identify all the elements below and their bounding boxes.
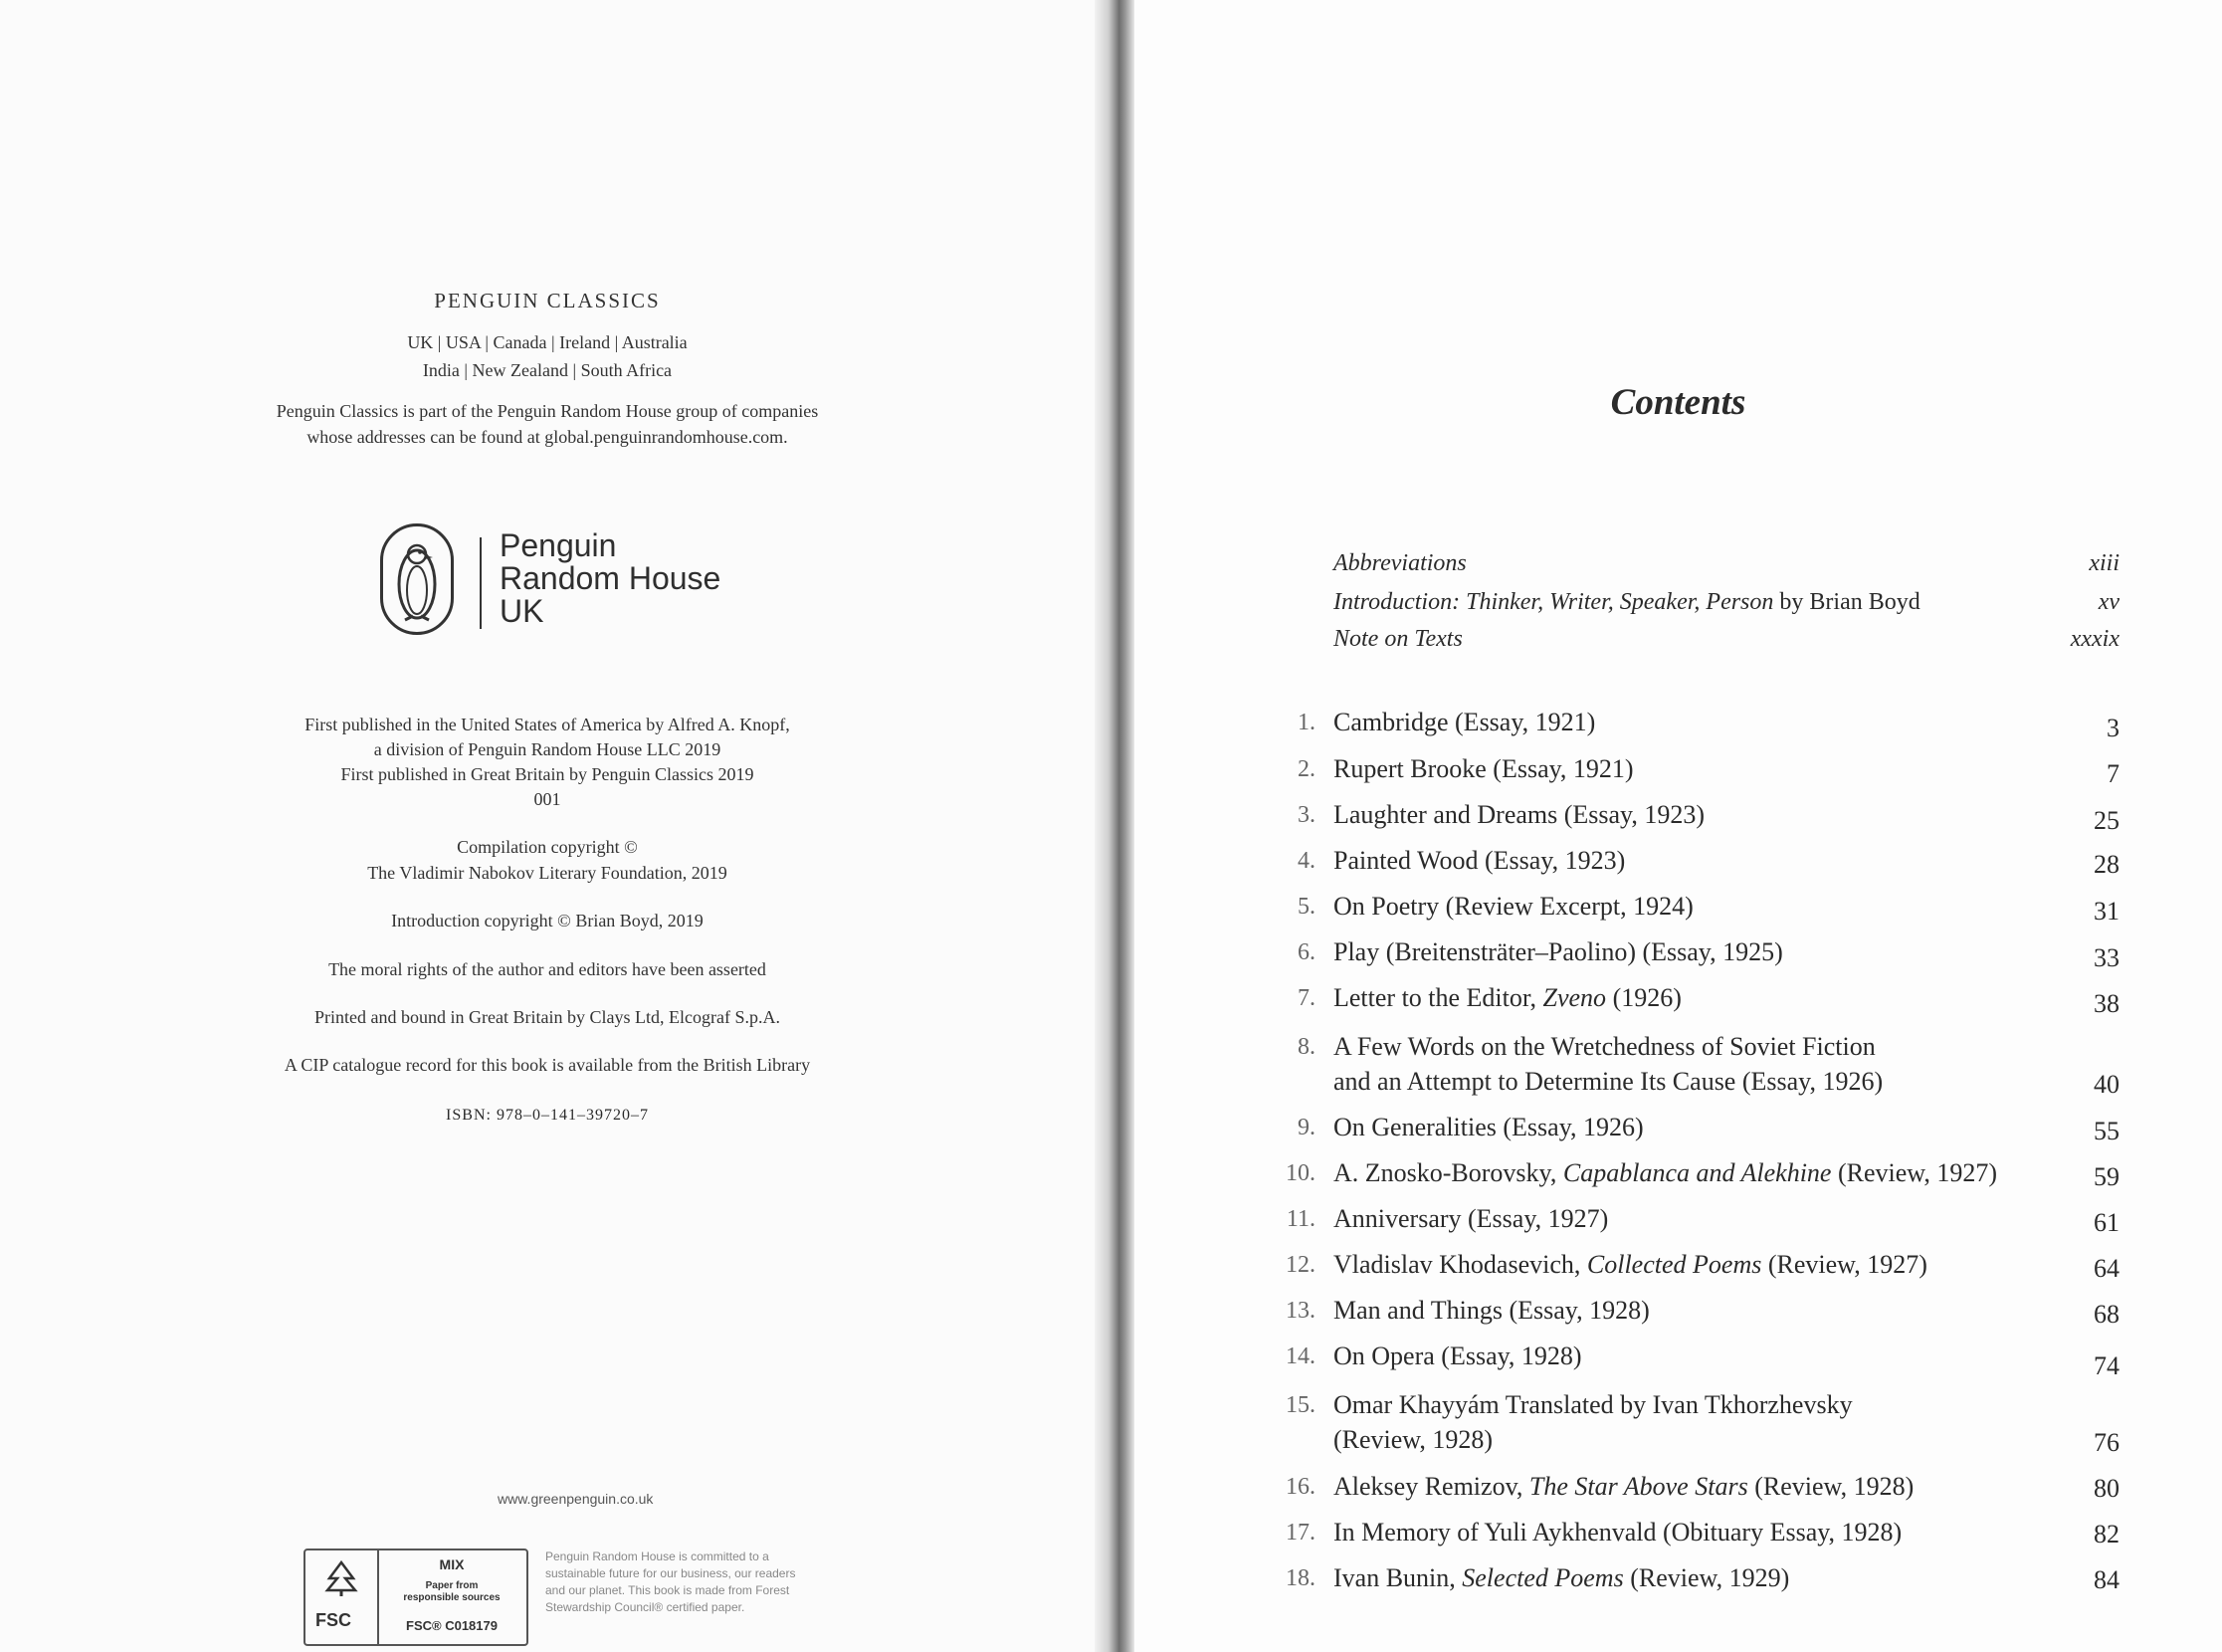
toc-number: 3. bbox=[1298, 802, 1315, 828]
toc-front-page: xiii bbox=[2089, 550, 2120, 576]
tree-icon bbox=[321, 1558, 361, 1598]
toc-front-page: xxxix bbox=[2070, 626, 2120, 652]
toc-front-title-text: Introduction: Thinker, Writer, Speaker, Person bbox=[1333, 589, 1774, 615]
logo-line: UK bbox=[500, 593, 544, 629]
toc-title bbox=[1333, 1250, 1927, 1280]
fsc-mix: MIX bbox=[439, 1556, 465, 1572]
sustainability-line: Stewardship Council® certified paper. bbox=[545, 1600, 745, 1614]
toc-title: In Memory of Yuli Aykhenvald (Obituary Essay, 1928) bbox=[1333, 1518, 1903, 1547]
toc-title: On Generalities (Essay, 1926) bbox=[1333, 1113, 1644, 1141]
toc-page: 76 bbox=[2094, 1428, 2120, 1457]
toc-title: Play (Breitensträter–Paolino) (Essay, 1925) bbox=[1333, 937, 1783, 966]
fsc-paper-line: responsible sources bbox=[403, 1592, 501, 1603]
moral-rights: The moral rights of the author and editors have been asserted bbox=[328, 959, 766, 979]
toc-page: 25 bbox=[2094, 806, 2120, 835]
toc-title: Painted Wood (Essay, 1923) bbox=[1333, 846, 1626, 875]
territories-line: India | New Zealand | South Africa bbox=[422, 360, 673, 380]
toc-front-title: Note on Texts bbox=[1333, 626, 1463, 652]
toc-number: 10. bbox=[1286, 1160, 1315, 1186]
toc-front-title bbox=[1333, 589, 1920, 616]
toc-number: 6. bbox=[1298, 939, 1315, 965]
toc-title-italic: Collected Poems bbox=[1586, 1250, 1762, 1279]
toc-title: Cambridge (Essay, 1921) bbox=[1333, 708, 1596, 736]
printer-line: Printed and bound in Great Britain by Clays Ltd, Elcograf S.p.A. bbox=[314, 1007, 780, 1027]
impression-number: 001 bbox=[533, 789, 561, 809]
sustainability-line: sustainable future for our business, our readers bbox=[545, 1566, 796, 1580]
toc-page: 74 bbox=[2094, 1351, 2120, 1380]
toc-title-text: (Review, 1929) bbox=[1623, 1563, 1790, 1592]
toc-title-text: Letter to the Editor, bbox=[1333, 983, 1543, 1012]
logo-line: Penguin bbox=[500, 527, 617, 563]
toc-title: On Poetry (Review Excerpt, 1924) bbox=[1333, 892, 1694, 921]
toc-title bbox=[1333, 983, 1682, 1013]
toc-number: 18. bbox=[1286, 1565, 1315, 1591]
territories bbox=[0, 328, 1095, 384]
logo-divider bbox=[480, 537, 482, 629]
group-note-line: Penguin Classics is part of the Penguin Random House group of companies bbox=[276, 401, 819, 421]
toc-number: 9. bbox=[1298, 1115, 1315, 1140]
publication-history bbox=[0, 713, 1095, 812]
toc-page: 3 bbox=[2107, 714, 2120, 742]
toc-title: Omar Khayyám Translated by Ivan Tkhorzhevsky bbox=[1333, 1390, 1853, 1419]
toc-page: 84 bbox=[2094, 1565, 2120, 1594]
toc-page: 64 bbox=[2094, 1254, 2120, 1283]
toc-page: 68 bbox=[2094, 1300, 2120, 1329]
website-link[interactable]: www.greenpenguin.co.uk bbox=[498, 1491, 654, 1507]
sustainability-line: and our planet. This book is made from Forest bbox=[545, 1583, 790, 1597]
toc-title-italic: Capablanca and Alekhine bbox=[1562, 1158, 1832, 1187]
toc-page: 59 bbox=[2094, 1162, 2120, 1191]
introduction-copyright: Introduction copyright © Brian Boyd, 2019 bbox=[391, 911, 704, 930]
publication-line: First published in the United States of America by Alfred A. Knopf, bbox=[304, 715, 790, 734]
toc-number: 5. bbox=[1298, 894, 1315, 920]
toc-front-page: xv bbox=[2098, 589, 2120, 615]
toc-title: Rupert Brooke (Essay, 1921) bbox=[1333, 754, 1634, 783]
imprint-title: PENGUIN CLASSICS bbox=[434, 289, 661, 312]
toc-front-title: Abbreviations bbox=[1333, 550, 1467, 576]
isbn: ISBN: 978–0–141–39720–7 bbox=[446, 1107, 649, 1124]
toc-page: 28 bbox=[2094, 850, 2120, 879]
fsc-code: FSC® C018179 bbox=[406, 1618, 498, 1633]
toc-page: 33 bbox=[2094, 943, 2120, 972]
toc-title: Laughter and Dreams (Essay, 1923) bbox=[1333, 800, 1706, 829]
toc-title-text: Aleksey Remizov, bbox=[1333, 1472, 1529, 1501]
toc-page: 7 bbox=[2107, 759, 2120, 788]
toc-title bbox=[1333, 1158, 1997, 1188]
penguin-random-house-logo bbox=[380, 523, 758, 643]
sustainability-note bbox=[545, 1549, 874, 1616]
cip-record: A CIP catalogue record for this book is available from the British Library bbox=[284, 1055, 811, 1075]
copyright-line: The Vladimir Nabokov Literary Foundation, 2019 bbox=[367, 863, 727, 883]
contents-heading: Contents bbox=[1610, 382, 1746, 423]
fsc-label bbox=[303, 1549, 528, 1646]
toc-number: 2. bbox=[1298, 756, 1315, 782]
toc-number: 16. bbox=[1286, 1474, 1315, 1500]
toc-title-text: Vladislav Khodasevich, bbox=[1333, 1250, 1587, 1279]
toc-page: 82 bbox=[2094, 1520, 2120, 1549]
book-gutter bbox=[1095, 0, 1134, 1652]
toc-title-italic: Selected Poems bbox=[1462, 1563, 1624, 1592]
sustainability-line: Penguin Random House is committed to a bbox=[545, 1549, 769, 1563]
toc-title bbox=[1333, 1472, 1914, 1502]
toc-title: (Review, 1928) bbox=[1333, 1425, 1494, 1454]
compilation-copyright bbox=[0, 834, 1095, 886]
fsc-brand: FSC bbox=[315, 1610, 351, 1630]
toc-title-italic: Zveno bbox=[1542, 983, 1607, 1012]
toc-number: 7. bbox=[1298, 985, 1315, 1011]
toc-title-text: (Review, 1928) bbox=[1747, 1472, 1915, 1501]
toc-title: A Few Words on the Wretchedness of Soviet Fiction bbox=[1333, 1032, 1876, 1061]
toc-title-text: (Review, 1927) bbox=[1761, 1250, 1927, 1279]
toc-page: 61 bbox=[2094, 1208, 2120, 1237]
toc-number: 15. bbox=[1286, 1392, 1315, 1418]
toc-page: 31 bbox=[2094, 897, 2120, 926]
toc-front-author: by Brian Boyd bbox=[1773, 589, 1920, 615]
logo-line: Random House bbox=[500, 560, 721, 596]
toc-page: 80 bbox=[2094, 1474, 2120, 1503]
logo-wordmark bbox=[500, 529, 720, 628]
toc-number: 17. bbox=[1286, 1520, 1315, 1546]
group-note bbox=[0, 398, 1095, 450]
toc-number: 11. bbox=[1286, 1206, 1315, 1232]
toc-title-italic: The Star Above Stars bbox=[1528, 1472, 1748, 1501]
toc-number: 8. bbox=[1298, 1034, 1315, 1060]
territories-line: UK | USA | Canada | Ireland | Australia bbox=[407, 332, 688, 352]
toc-number: 1. bbox=[1298, 710, 1315, 735]
toc-title-text: Ivan Bunin, bbox=[1333, 1563, 1463, 1592]
toc-title: On Opera (Essay, 1928) bbox=[1333, 1342, 1582, 1370]
toc-number: 12. bbox=[1286, 1252, 1315, 1278]
group-note-line: whose addresses can be found at global.penguinrandomhouse.com. bbox=[306, 427, 788, 447]
toc-title: Man and Things (Essay, 1928) bbox=[1333, 1296, 1650, 1325]
toc-page: 40 bbox=[2094, 1070, 2120, 1099]
publication-line: First published in Great Britain by Penguin Classics 2019 bbox=[340, 764, 754, 784]
copyright-line: Compilation copyright © bbox=[457, 837, 638, 857]
toc-page: 38 bbox=[2094, 989, 2120, 1018]
toc-title bbox=[1333, 1563, 1789, 1593]
toc-number: 14. bbox=[1286, 1343, 1315, 1369]
fsc-paper bbox=[377, 1580, 526, 1604]
fsc-logo bbox=[305, 1550, 379, 1644]
toc-title: and an Attempt to Determine Its Cause (Essay, 1926) bbox=[1333, 1067, 1884, 1096]
fsc-paper-line: Paper from bbox=[425, 1580, 479, 1591]
toc-number: 13. bbox=[1286, 1298, 1315, 1324]
publication-line: a division of Penguin Random House LLC 2019 bbox=[373, 739, 721, 759]
toc-title-text: A. Znosko-Borovsky, bbox=[1333, 1158, 1563, 1187]
copyright-page bbox=[0, 0, 1095, 1652]
toc-title-text: (1926) bbox=[1606, 983, 1682, 1012]
penguin-icon bbox=[380, 523, 454, 635]
toc-title: Anniversary (Essay, 1927) bbox=[1333, 1204, 1609, 1233]
toc-page: 55 bbox=[2094, 1117, 2120, 1145]
toc-title-text: (Review, 1927) bbox=[1831, 1158, 1998, 1187]
toc-number: 4. bbox=[1298, 848, 1315, 874]
